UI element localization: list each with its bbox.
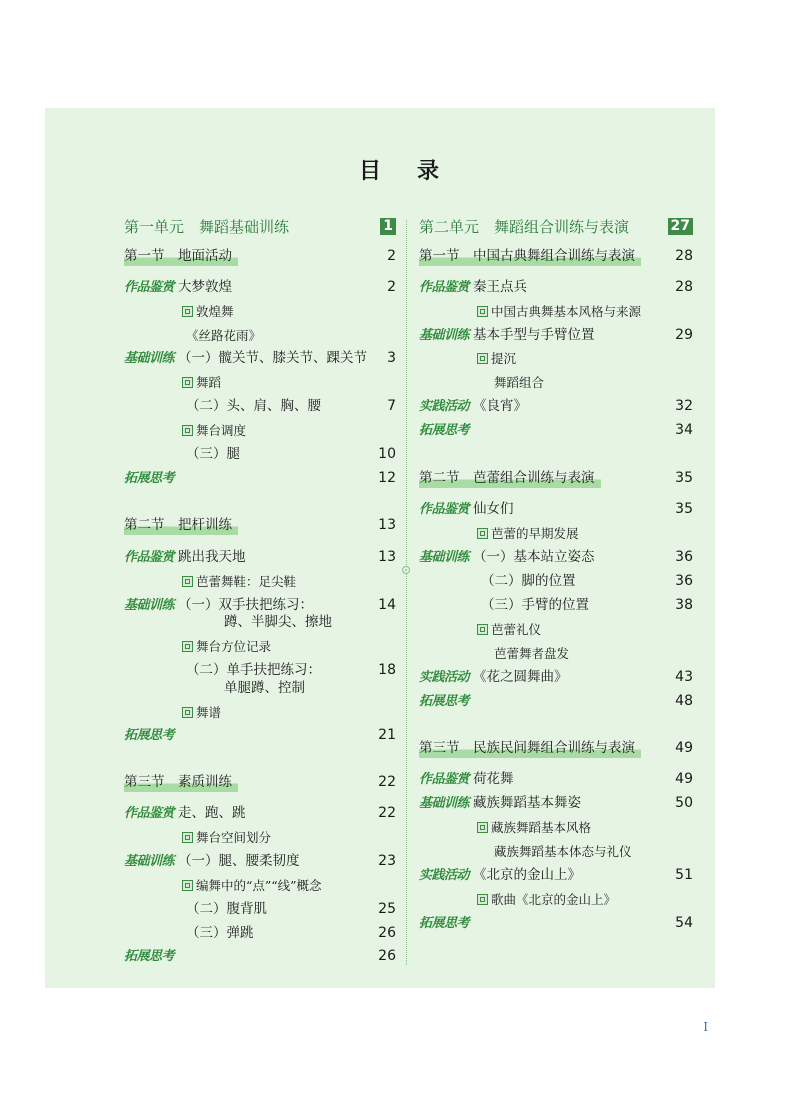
toc-entry[interactable]: 基础训练 （一）髋关节、膝关节、踝关节 3 — [124, 350, 396, 366]
entry-tag: 基础训练 — [124, 598, 175, 613]
toc-entry-continuation: 蹲、半脚尖、擦地 — [224, 614, 332, 630]
toc-entry[interactable]: （三）手臂的位置 38 — [481, 597, 693, 613]
entry-tag: 作品鉴赏 — [419, 772, 470, 787]
section-heading[interactable]: 第三节 素质训练 22 — [124, 774, 396, 790]
toc-subentry[interactable]: 舞蹈 — [182, 373, 396, 392]
toc-subentry[interactable]: 编舞中的“点”“线”概念 — [182, 876, 396, 895]
entry-tag: 拓展思考 — [419, 423, 470, 438]
unit-page-badge: 27 — [668, 218, 693, 235]
resource-icon — [477, 306, 488, 317]
entry-tag: 基础训练 — [419, 550, 470, 565]
resource-icon — [477, 822, 488, 833]
toc-subentry[interactable]: 芭蕾礼仪 — [477, 620, 693, 639]
resource-icon — [182, 641, 193, 652]
toc-entry-continuation: 单腿蹲、控制 — [224, 680, 305, 696]
unit-heading[interactable]: 第二单元 舞蹈组合训练与表演 27 — [419, 218, 693, 237]
toc-entry[interactable]: 作品鉴赏 走、跑、跳 22 — [124, 805, 396, 821]
toc-subentry[interactable]: 舞台空间划分 — [182, 828, 396, 847]
entry-tag: 作品鉴赏 — [124, 280, 175, 295]
toc-entry[interactable]: 实践活动 《良宵》 32 — [419, 398, 693, 414]
resource-icon — [182, 576, 193, 587]
toc-subentry[interactable]: 舞台调度 — [182, 421, 396, 440]
toc-subentry[interactable]: 芭蕾舞鞋：足尖鞋 — [182, 572, 396, 591]
toc-subentry[interactable]: 敦煌舞 — [182, 302, 396, 321]
entry-tag: 作品鉴赏 — [124, 806, 175, 821]
resource-icon — [477, 528, 488, 539]
entry-tag: 拓展思考 — [419, 694, 470, 709]
toc-entry[interactable]: 作品鉴赏 荷花舞 49 — [419, 771, 693, 787]
resource-icon — [182, 880, 193, 891]
entry-tag: 拓展思考 — [124, 949, 175, 964]
toc-entry[interactable]: 作品鉴赏 跳出我天地 13 — [124, 549, 396, 565]
section-heading[interactable]: 第二节 芭蕾组合训练与表演 35 — [419, 470, 693, 486]
toc-subentry[interactable]: 藏族舞蹈基本体态与礼仪 — [494, 844, 632, 859]
entry-tag: 实践活动 — [419, 868, 470, 883]
entry-tag: 基础训练 — [124, 351, 175, 366]
toc-subentry[interactable]: 中国古典舞基本风格与来源 — [477, 302, 693, 321]
toc-entry[interactable]: 拓展思考 54 — [419, 915, 693, 931]
page-title: 目 录 — [358, 158, 442, 184]
entry-tag: 实践活动 — [419, 399, 470, 414]
toc-entry[interactable]: 基础训练 基本手型与手臂位置 29 — [419, 327, 693, 343]
toc-entry[interactable]: （二）单手扶把练习： 18 — [186, 662, 396, 678]
toc-subentry[interactable]: 芭蕾的早期发展 — [477, 524, 693, 543]
toc-entry[interactable]: 实践活动 《花之圆舞曲》 43 — [419, 669, 693, 685]
entry-tag: 基础训练 — [419, 796, 470, 811]
entry-tag: 拓展思考 — [124, 471, 175, 486]
toc-entry[interactable]: （二）头、肩、胸、腰 7 — [186, 398, 396, 414]
section-heading[interactable]: 第三节 民族民间舞组合训练与表演 49 — [419, 740, 693, 756]
divider-ornament — [402, 566, 410, 574]
resource-icon — [182, 832, 193, 843]
toc-entry[interactable]: （三）腿 10 — [186, 446, 396, 462]
entry-tag: 作品鉴赏 — [124, 550, 175, 565]
toc-entry[interactable]: 作品鉴赏 大梦敦煌 2 — [124, 279, 396, 295]
toc-entry[interactable]: 实践活动 《北京的金山上》 51 — [419, 867, 693, 883]
section-heading[interactable]: 第一节 中国古典舞组合训练与表演 28 — [419, 248, 693, 264]
entry-tag: 拓展思考 — [124, 728, 175, 743]
resource-icon — [477, 624, 488, 635]
column-divider — [406, 220, 407, 965]
entry-tag: 作品鉴赏 — [419, 502, 470, 517]
toc-subentry[interactable]: 舞谱 — [182, 703, 396, 722]
resource-icon — [182, 377, 193, 388]
page-number: I — [703, 1020, 708, 1034]
toc-entry[interactable]: 拓展思考 21 — [124, 727, 396, 743]
entry-tag: 拓展思考 — [419, 916, 470, 931]
toc-subentry[interactable]: 提沉 — [477, 349, 693, 368]
toc-entry[interactable]: （三）弹跳 26 — [186, 925, 396, 941]
unit-heading[interactable]: 第一单元 舞蹈基础训练 1 — [124, 218, 396, 237]
section-heading[interactable]: 第二节 把杆训练 13 — [124, 517, 396, 533]
toc-subentry[interactable]: 舞台方位记录 — [182, 637, 396, 656]
entry-tag: 作品鉴赏 — [419, 280, 470, 295]
toc-entry[interactable]: （二）脚的位置 36 — [481, 573, 693, 589]
toc-entry[interactable]: 基础训练 （一）双手扶把练习： 14 — [124, 597, 396, 613]
unit-page-badge: 1 — [380, 218, 396, 235]
toc-subentry[interactable]: 芭蕾舞者盘发 — [494, 646, 570, 661]
section-heading[interactable]: 第一节 地面活动 2 — [124, 248, 396, 264]
toc-subentry[interactable]: 藏族舞蹈基本风格 — [477, 818, 693, 837]
toc-entry[interactable]: 作品鉴赏 秦王点兵 28 — [419, 279, 693, 295]
entry-tag: 实践活动 — [419, 670, 470, 685]
toc-subentry[interactable]: 舞蹈组合 — [494, 375, 545, 390]
toc-subentry[interactable]: 歌曲《北京的金山上》 — [477, 890, 693, 909]
resource-icon — [182, 707, 193, 718]
resource-icon — [182, 425, 193, 436]
toc-entry[interactable]: 作品鉴赏 仙女们 35 — [419, 501, 693, 517]
toc-entry[interactable]: 基础训练 （一）腿、腰柔韧度 23 — [124, 853, 396, 869]
resource-icon — [477, 353, 488, 364]
entry-tag: 基础训练 — [124, 854, 175, 869]
toc-subentry[interactable]: 《丝路花雨》 — [186, 328, 262, 343]
entry-tag: 基础训练 — [419, 328, 470, 343]
toc-entry[interactable]: （二）腹背肌 25 — [186, 901, 396, 917]
toc-entry[interactable]: 拓展思考 26 — [124, 948, 396, 964]
toc-entry[interactable]: 拓展思考 12 — [124, 470, 396, 486]
resource-icon — [182, 306, 193, 317]
toc-entry[interactable]: 基础训练 藏族舞蹈基本舞姿 50 — [419, 795, 693, 811]
toc-entry[interactable]: 拓展思考 48 — [419, 693, 693, 709]
resource-icon — [477, 894, 488, 905]
toc-entry[interactable]: 基础训练 （一）基本站立姿态 36 — [419, 549, 693, 565]
toc-entry[interactable]: 拓展思考 34 — [419, 422, 693, 438]
